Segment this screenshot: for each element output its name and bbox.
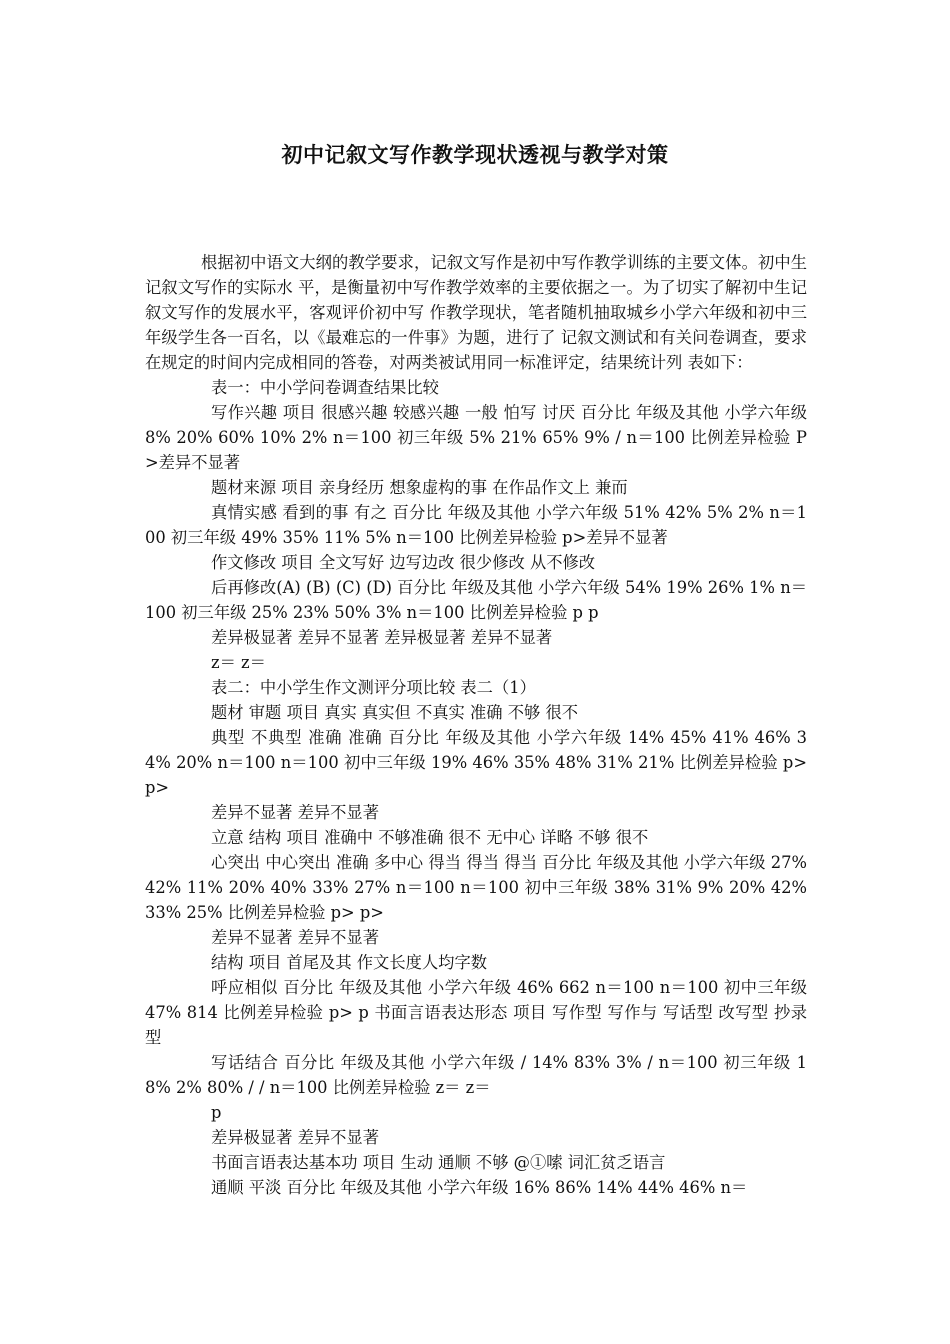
paragraph: 典型 不典型 准确 准确 百分比 年级及其他 小学六年级 14% 45% 41% 46% 34% 20% n＝100 n＝100 初中三年级 19% 46% 35% 48% 31% 21% 比例差异检验 p> p> [145,728,807,797]
paragraph: 写作兴趣 项目 很感兴趣 较感兴趣 一般 怕写 讨厌 百分比 年级及其他 小学六年级 8% 20% 60% 10% 2% n＝100 初三年级 5% 21% 65% 9% / n＝100 比例差异检验 P>差异不显著 [145,403,807,472]
paragraph: 差异极显著 差异不显著 差异极显著 差异不显著 [211,628,553,647]
paragraph: 真情实感 看到的事 有之 百分比 年级及其他 小学六年级 51% 42% 5% 2% n＝100 初三年级 49% 35% 11% 5% n＝100 比例差异检验 p>差异不显著 [145,503,807,547]
paragraph: 差异不显著 差异不显著 [211,803,379,822]
paragraph-intro: 根据初中语文大纲的教学要求，记叙文写作是初中写作教学训练的主要文体。初中生记叙文写作的实际水 平，是衡量初中写作教学效率的主要依据之一。为了切实了解初中生记叙文写作的发展水平，客观评价初中写 作教学现状，笔者随机抽取城乡小学六年级和初中三年级学生各一百名，以《最难忘的一件事》为题，进行了 记叙文测试和有关问卷调查，要求在规定的时间内完成相同的答卷，对两类被试用同一标准评定，结果统计列 表如下： [145,253,807,372]
paragraph: 结构 项目 首尾及其 作文长度人均字数 [211,953,488,972]
table-two-caption: 表二：中小学生作文测评分项比较 表二（1） [211,678,536,697]
paragraph: 后再修改(A) (B) (C) (D) 百分比 年级及其他 小学六年级 54% 19% 26% 1% n＝100 初三年级 25% 23% 50% 3% n＝100 比例差异检验 p p [145,578,807,622]
paragraph: 写话结合 百分比 年级及其他 小学六年级 / 14% 83% 3% / n＝100 初三年级 18% 2% 80% / / n＝100 比例差异检验 z＝ z＝ [145,1053,807,1097]
paragraph: 通顺 平淡 百分比 年级及其他 小学六年级 16% 86% 14% 44% 46% n＝ [211,1178,748,1197]
document-body [145,250,807,1200]
paragraph: 呼应相似 百分比 年级及其他 小学六年级 46% 662 n＝100 n＝100 初中三年级 47% 814 比例差异检验 p> p 书面言语表达形态 项目 写作型 写作与 写话型 改写型 抄录型 [145,978,807,1047]
paragraph: 题材来源 项目 亲身经历 想象虚构的事 在作品作文上 兼而 [211,478,628,497]
paragraph: 立意 结构 项目 准确中 不够准确 很不 无中心 详略 不够 很不 [211,828,649,847]
paragraph: z＝ z＝ [211,653,266,672]
paragraph: 书面言语表达基本功 项目 生动 通顺 不够 @①嗦 词汇贫乏语言 [211,1153,666,1172]
paragraph: 题材 审题 项目 真实 真实但 不真实 准确 不够 很不 [211,703,579,722]
paragraph: 差异不显著 差异不显著 [211,928,379,947]
paragraph: p [211,1103,222,1122]
table-one-caption: 表一：中小学问卷调查结果比较 [211,378,439,397]
paragraph: 差异极显著 差异不显著 [211,1128,379,1147]
paragraph: 作文修改 项目 全文写好 边写边改 很少修改 从不修改 [211,553,596,572]
paragraph: 心突出 中心突出 准确 多中心 得当 得当 得当 百分比 年级及其他 小学六年级 27% 42% 11% 20% 40% 33% 27% n＝100 n＝100 初中三年级 38% 31% 9% 20% 42% 33% 25% 比例差异检验 p> p> [145,853,807,922]
document-title: 初中记叙文写作教学现状透视与教学对策 [281,142,669,168]
